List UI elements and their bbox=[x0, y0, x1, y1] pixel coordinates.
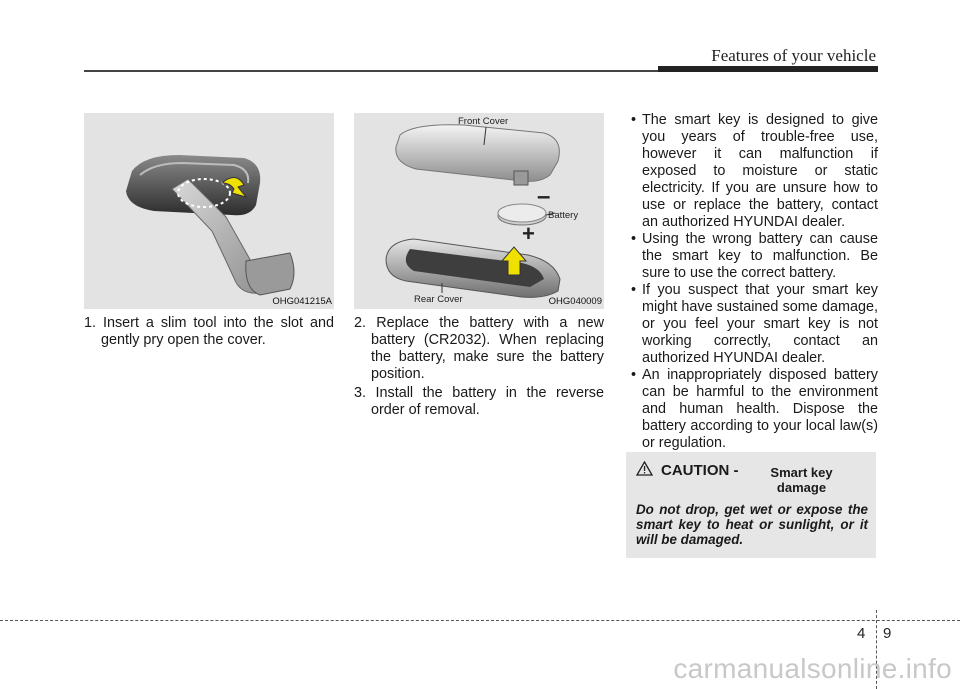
caution-title: CAUTION - bbox=[661, 462, 739, 479]
caution-subtitle: Smart key damage bbox=[770, 465, 833, 495]
front-cover-label: Front Cover bbox=[458, 116, 509, 127]
notes-column bbox=[624, 112, 878, 452]
page-number: 9 bbox=[883, 625, 892, 642]
figure-code: OHG041215A bbox=[272, 296, 332, 307]
instruction-column-2 bbox=[354, 315, 604, 421]
bullet-item: • An inappropriately disposed battery can be harmful to the environment and human health. Dispose the battery according to your local law(s) or regulation. bbox=[624, 367, 878, 452]
negative-terminal-sign: – bbox=[537, 183, 551, 210]
bullet-item: • If you suspect that your smart key might have sustained some damage, or you feel your smart key is not working correctly, contact an authorized HYUNDAI dealer. bbox=[624, 282, 878, 367]
positive-terminal-sign: + bbox=[522, 221, 535, 246]
smart-key-pry-illustration bbox=[84, 113, 334, 309]
header-accent-bar bbox=[658, 66, 878, 72]
caution-text: Do not drop, get wet or expose the smart key to heat or sunlight, or it will be damaged. bbox=[636, 502, 868, 547]
figure-battery-replacement bbox=[354, 113, 604, 309]
step-1: 1. Insert a slim tool into the slot and gently pry open the cover. bbox=[84, 315, 334, 348]
section-title: Features of your vehicle bbox=[711, 46, 876, 65]
step-2: 2. Replace the battery with a new battery (CR2032). When replacing the battery, make sure the battery position. bbox=[354, 315, 604, 382]
battery-label: Battery bbox=[548, 210, 579, 221]
footer-rule bbox=[0, 620, 960, 621]
rear-cover-label: Rear Cover bbox=[414, 294, 463, 305]
figure-pry-open-key bbox=[84, 113, 334, 309]
watermark: carmanualsonline.info bbox=[673, 653, 952, 684]
step-3: 3. Install the battery in the reverse order of removal. bbox=[354, 385, 604, 418]
figure-code: OHG040009 bbox=[548, 296, 602, 307]
bullet-item: • The smart key is designed to give you years of trouble-free use, however it can malfunction if exposed to moisture or static electricity. If you are unsure how to use or replace the battery, contact an authorized HYUNDAI dealer. bbox=[624, 112, 878, 231]
caution-box bbox=[626, 452, 876, 558]
warning-triangle-icon bbox=[636, 461, 653, 476]
chapter-number: 4 bbox=[857, 625, 866, 642]
bullet-item: • Using the wrong battery can cause the smart key to malfunction. Be sure to use the correct battery. bbox=[624, 231, 878, 282]
instruction-column-1 bbox=[84, 315, 334, 351]
